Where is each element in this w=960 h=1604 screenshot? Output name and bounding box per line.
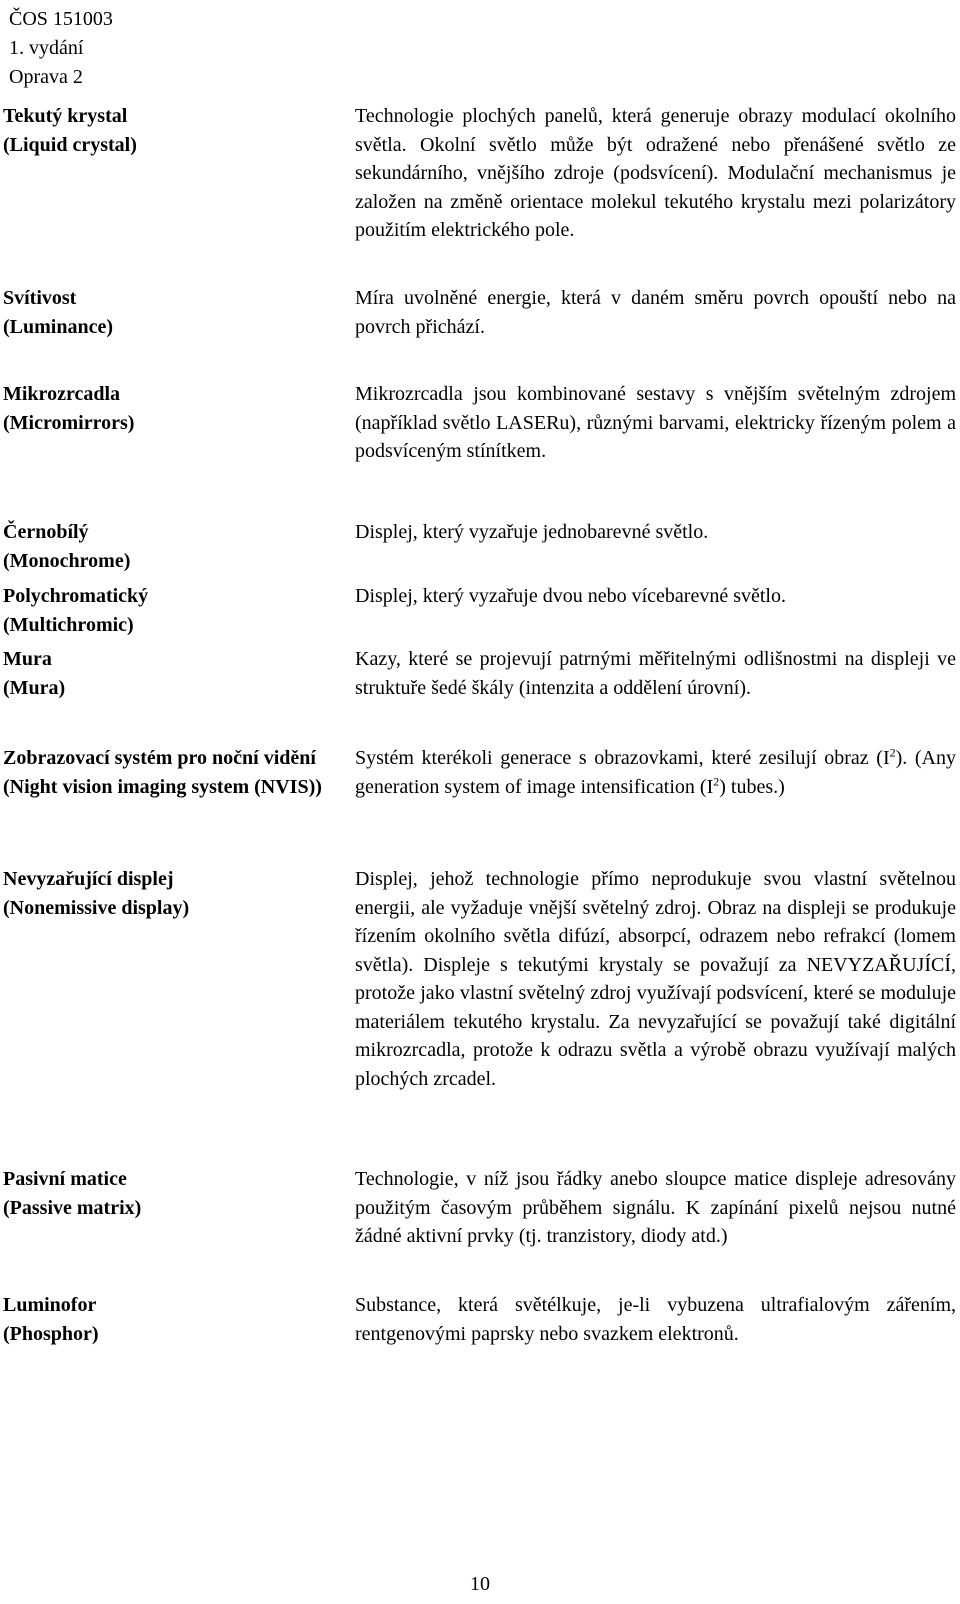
term-monochrome [3, 518, 333, 575]
term-mura [3, 645, 333, 702]
document-header [9, 5, 113, 92]
term-label: Černobílý [3, 521, 89, 543]
term-label: Nevyzařující displej [3, 868, 174, 890]
definition-text: Kazy, které se projevují patrnými měřitelnými odlišnostmi na displeji ve struktuře šedé škály (intenzita a oddělení úrovní). [355, 648, 956, 699]
term-label: Tekutý krystal [3, 105, 128, 127]
term-liquid-crystal [3, 102, 333, 159]
term-multichromic [3, 582, 333, 639]
superscript: 2 [889, 745, 896, 760]
term-english: (Multichromic) [3, 613, 134, 636]
term-label: Mikrozrcadla [3, 383, 121, 405]
definition-mura [355, 645, 956, 702]
definition-text: Technologie plochých panelů, která generuje obrazy modulací okolního světla. Okolní světlo může být odražené nebo přenášené světlo ze sekundárního, vnějšího zdroje (podsvícení). Modulační mechanismus je založen na změně orientace molekul tekutého krystalu mezi polarizátory použitím elektrického pole. [355, 105, 956, 241]
page-number: 10 [470, 1573, 490, 1595]
term-label: Polychromatický [3, 585, 149, 607]
standard-number: ČOS 151003 [9, 8, 113, 30]
term-english: (Liquid crystal) [3, 133, 137, 156]
term-english: (Monochrome) [3, 549, 131, 572]
term-phosphor [3, 1291, 333, 1348]
term-label: Svítivost [3, 287, 77, 309]
superscript: 2 [713, 773, 720, 788]
definition-text: Míra uvolněné energie, která v daném směru povrch opouští nebo na povrch přichází. [355, 287, 956, 338]
term-english: (Nonemissive display) [3, 896, 190, 919]
term-luminance [3, 284, 333, 341]
definition-micromirrors [355, 380, 956, 466]
definition-part: Systém kterékoli generace s obrazovkami, které zesilují obraz (I [355, 747, 890, 769]
definition-phosphor [355, 1291, 956, 1348]
definition-text: Mikrozrcadla jsou kombinované sestavy s vnějším světelným zdrojem (například světlo LASERu), různými barvami, elektricky řízeným polem a podsvíceným stínítkem. [355, 383, 956, 462]
edition: 1. vydání [9, 37, 84, 59]
definition-monochrome [355, 518, 956, 547]
term-english: (Night vision imaging system (NVIS)) [3, 775, 322, 798]
definition-nvis [355, 744, 956, 801]
definition-text: Technologie, v níž jsou řádky anebo sloupce matice displeje adresovány použitým časovým průběhem signálu. K zapínání pixelů nejsou nutné žádné aktivní prvky (tj. tranzistory, diody atd.) [355, 1168, 956, 1247]
definition-part: ). (Any generation system of image intensification (I [355, 747, 957, 798]
term-english: (Micromirrors) [3, 411, 135, 434]
term-nvis [3, 744, 325, 801]
definition-passive-matrix [355, 1165, 956, 1251]
definition-liquid-crystal [355, 102, 956, 245]
term-label: Luminofor [3, 1294, 97, 1316]
term-english: (Luminance) [3, 315, 113, 338]
term-label: Zobrazovací systém pro noční vidění [3, 747, 316, 769]
term-english: (Passive matrix) [3, 1196, 142, 1219]
definition-text: Displej, který vyzařuje jednobarevné světlo. [355, 521, 709, 543]
definition-text: Displej, který vyzařuje dvou nebo vícebarevné světlo. [355, 585, 786, 607]
definition-text [355, 744, 956, 801]
definition-nonemissive-display [355, 865, 956, 1093]
definition-text: Displej, jehož technologie přímo neprodukuje svou vlastní světelnou energii, ale vyžaduje vnější světelný zdroj. Obraz na displeji se produkuje řízením okolního světla difúzí, absorpcí, odrazem nebo refrakcí (lomem světla). Displeje s tekutými krystaly se považují za NEVYZAŘUJÍCÍ, protože jako vlastní světelný zdroj využívají podsvícení, které se moduluje materiálem tekutého krystalu. Za nevyzařující se považují také digitální mikrozrcadla, protože k odrazu světla a výrobě obrazu využívají malých plochých zrcadel. [355, 868, 956, 1090]
definition-multichromic [355, 582, 956, 611]
term-english: (Phosphor) [3, 1322, 99, 1345]
term-passive-matrix [3, 1165, 333, 1222]
definition-luminance [355, 284, 956, 341]
definition-part: ) tubes.) [719, 775, 785, 798]
term-micromirrors [3, 380, 333, 437]
term-label: Mura [3, 648, 52, 670]
term-english: (Mura) [3, 676, 66, 699]
amendment: Oprava 2 [9, 66, 83, 88]
term-label: Pasivní matice [3, 1168, 127, 1190]
term-nonemissive-display [3, 865, 333, 922]
definition-text: Substance, která světélkuje, je-li vybuzena ultrafialovým zářením, rentgenovými paprsky nebo svazkem elektronů. [355, 1294, 956, 1345]
